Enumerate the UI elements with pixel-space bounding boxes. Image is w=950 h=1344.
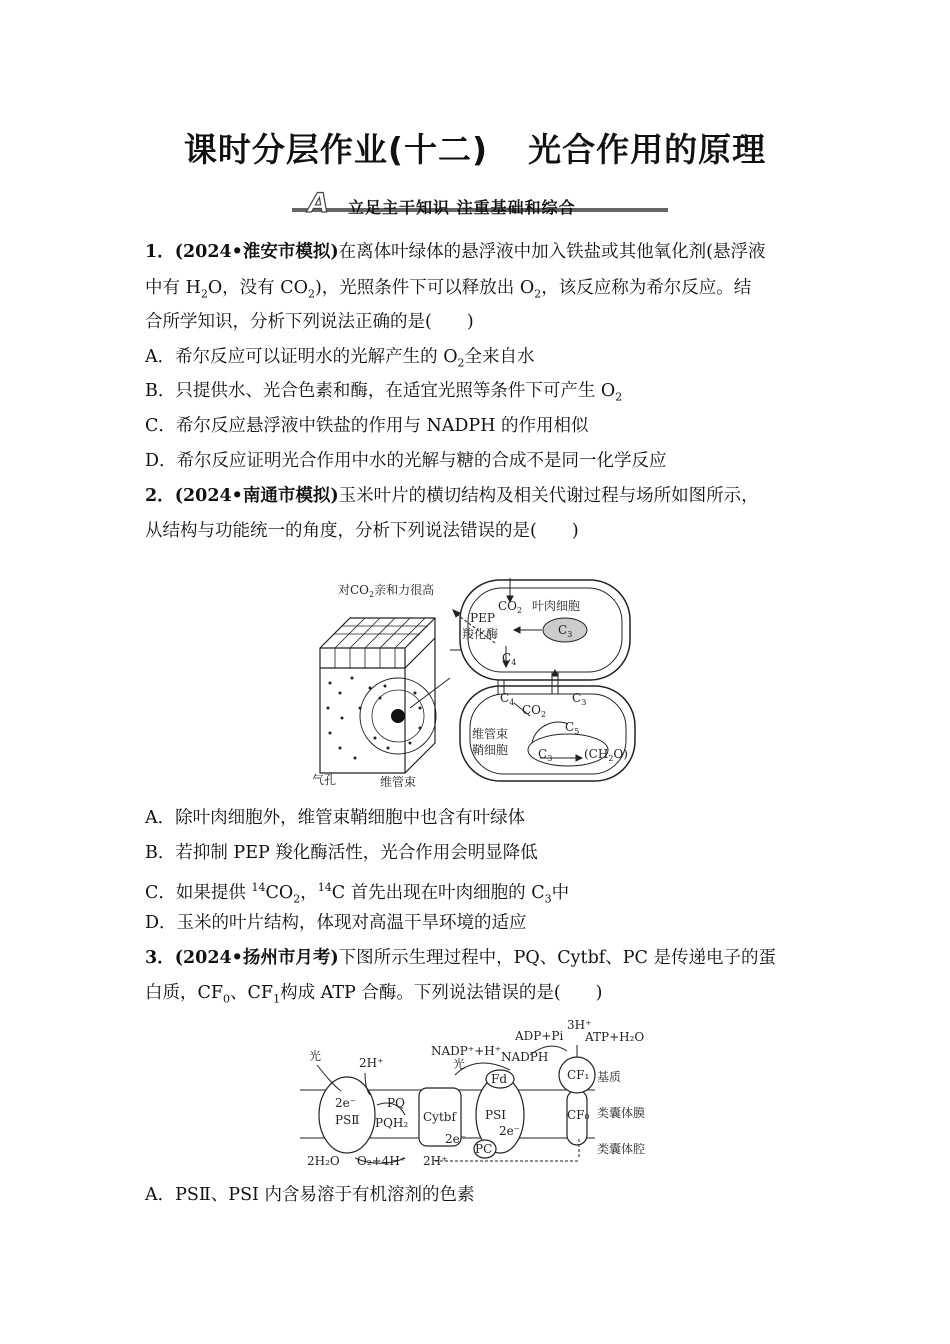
page-title: [0, 124, 950, 171]
vascular-label: 维管束: [380, 775, 417, 789]
nadph-label: NADPH: [501, 1050, 549, 1064]
c4-mesophyll: $C_4$: [502, 651, 517, 667]
c3-oval-label: $C_3$: [558, 623, 573, 639]
title-topic: 光合作用的原理: [528, 130, 767, 169]
enzyme-label: 羧化酶: [462, 627, 499, 641]
q1-option-d: D．希尔反应证明光合作用中水的光解与糖的合成不是同一化学反应: [145, 451, 667, 471]
mesophyll-label: 叶肉细胞: [532, 599, 581, 613]
cf0-label: CF₀: [567, 1108, 590, 1122]
q2-option-d: D．玉米的叶片结构，体现对高温干旱环境的适应: [145, 913, 527, 933]
stoma-label: 气孔: [312, 773, 337, 787]
bs-label-1: 维管束: [472, 727, 509, 741]
affinity-label: 对$CO_2$亲和力很高: [338, 583, 435, 599]
light-2: 光: [453, 1057, 466, 1071]
q3-source: (2024•扬州市月考): [174, 948, 339, 968]
q1-line-1: 1．(2024•淮安市模拟)在离体叶绿体的悬浮液中加入铁盐或其他氧化剂(悬浮液: [145, 242, 766, 262]
q2-source: (2024•南通市模拟): [174, 486, 339, 506]
q3-line-2: 白质，$CF_0$、$CF_1$构成 ATP 合酶。下列说法错误的是( ): [145, 983, 603, 1006]
vascular-bundle-core: [391, 709, 405, 723]
banner-letter: A: [308, 188, 329, 219]
pc-label: PC: [475, 1142, 493, 1156]
pep-label: PEP: [470, 611, 495, 625]
banner-text: 立足主干知识 注重基础和综合: [348, 198, 576, 217]
h2o-label: 2H₂O: [307, 1154, 340, 1168]
adp-label: ADP+Pi: [515, 1029, 564, 1043]
q2-line-2: 从结构与功能统一的角度，分析下列说法错误的是( ): [145, 521, 579, 541]
q2-option-b: B．若抑制 PEP 羧化酶活性，光合作用会明显降低: [145, 843, 538, 863]
q1-option-c: C．希尔反应悬浮液中铁盐的作用与 NADPH 的作用相似: [145, 416, 589, 436]
ch2o-label: $(CH_2O)$: [584, 747, 628, 763]
atp-label: ATP+H₂O: [585, 1030, 645, 1044]
pq-label: PQ: [387, 1096, 405, 1110]
cytbf-label: Cytbf: [423, 1110, 456, 1124]
q2-option-c: C．如果提供 $^{14}CO_2$，$^{14}$C 首先出现在叶肉细胞的 $C_3$中: [145, 881, 570, 906]
thylakoid-figure: [295, 1015, 665, 1175]
e2-label: 2e⁻: [335, 1096, 357, 1110]
ps2-label: PSⅡ: [335, 1113, 360, 1127]
fd-label: Fd: [491, 1072, 508, 1086]
nadp-label: NADP⁺+H⁺: [431, 1044, 502, 1058]
q1-source: (2024•淮安市模拟): [174, 242, 339, 262]
c3-return: $C_3$: [572, 691, 587, 707]
title-main: 课时分层作业(十二): [183, 130, 489, 169]
co2-mesophyll: $CO_2$: [498, 599, 523, 615]
q1-option-a: A．希尔反应可以证明水的光解产生的 $O_2$全来自水: [145, 347, 535, 370]
q1-number: 1．: [145, 242, 175, 262]
c3-bs: $C_3$: [538, 747, 553, 763]
q2-option-a: A．除叶肉细胞外，维管束鞘细胞中也含有叶绿体: [145, 808, 526, 828]
e2c-label: 2e⁻: [499, 1124, 521, 1138]
q3-option-a: A．PSⅡ、PSⅠ 内含易溶于有机溶剂的色素: [145, 1185, 475, 1205]
q3-number: 3．: [145, 948, 175, 968]
bs-label-2: 鞘细胞: [472, 743, 509, 757]
h3plus-label: 3H⁺: [567, 1018, 592, 1032]
c4-bs: $C_4$: [500, 691, 515, 707]
leaf-cross-section: [320, 618, 436, 773]
q3-line-1: 3．(2024•扬州市月考)下图所示生理过程中，PQ、Cytbf、PC 是传递电子的蛋: [145, 948, 776, 968]
q1-line-2: 中有 $H_2O$，没有 $CO_2$)，光照条件下可以释放出 $O_2$，该反应称为希尔反应。结: [145, 278, 752, 301]
lumen-label: 类囊体腔: [597, 1142, 646, 1156]
pqh2-label: PQH₂: [375, 1116, 409, 1130]
o2-label: O₂+4H⁺: [357, 1154, 407, 1168]
e2b-label: 2e⁻: [445, 1132, 467, 1146]
c5-label: $C_5$: [565, 720, 580, 736]
co2-bs: $CO_2$: [522, 703, 547, 719]
ps1-label: PSⅠ: [485, 1108, 507, 1122]
q1-line-3: 合所学知识，分析下列说法正确的是( ): [145, 312, 474, 332]
corn-leaf-figure: [310, 568, 650, 793]
cf1-label: CF₁: [567, 1068, 590, 1082]
q2-number: 2．: [145, 486, 175, 506]
membrane-label: 类囊体膜: [597, 1106, 646, 1120]
section-banner: [282, 190, 668, 220]
h2plus-label: 2H⁺: [359, 1056, 384, 1070]
stroma-label: 基质: [597, 1070, 622, 1084]
light-1: 光: [309, 1049, 322, 1063]
h2plus-b-label: 2H⁺: [423, 1154, 448, 1168]
q2-line-1: 2．(2024•南通市模拟)玉米叶片的横切结构及相关代谢过程与场所如图所示，: [145, 486, 759, 506]
q1-option-b: B．只提供水、光合色素和酶，在适宜光照等条件下可产生 $O_2$: [145, 381, 623, 404]
